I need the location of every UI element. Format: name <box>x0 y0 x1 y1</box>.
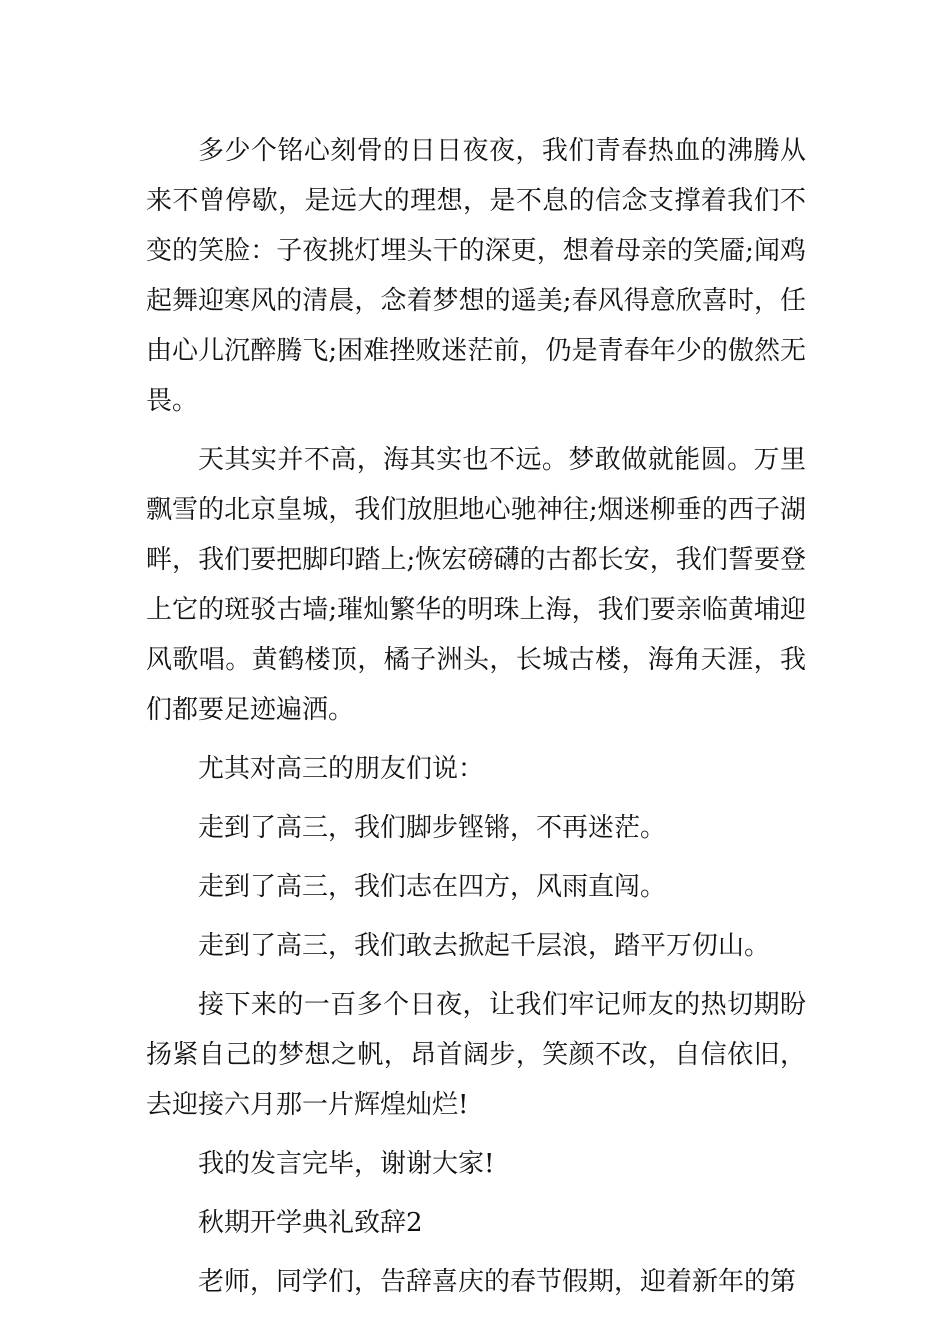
paragraph-senior-line-2: 走到了高三，我们志在四方，风雨直闯。 <box>198 872 667 902</box>
paragraph-senior-address: 尤其对高三的朋友们说： <box>198 754 485 784</box>
paragraph-second-speech-opening: 老师，同学们，告辞喜庆的春节假期，迎着新年的第 <box>198 1267 797 1297</box>
paragraph-closing-thanks: 我的发言完毕，谢谢大家! <box>198 1149 495 1179</box>
paragraph-senior-line-1: 走到了高三，我们脚步铿锵，不再迷茫。 <box>198 813 667 843</box>
document-page <box>146 126 806 1307</box>
paragraph-dreams-travel: 天其实并不高，海其实也不远。梦敢做就能圆。万里飘雪的北京皇城，我们放胆地心驰神往;烟迷柳垂的西子湖畔，我们要把脚印踏上;恢宏磅礴的古都长安，我们誓要登上它的斑驳古墙;璀灿繁华的明珠上海，我们要亲临黄埔迎风歌唱。黄鹤楼顶，橘子洲头，长城古楼，海角天涯，我们都要足迹遍洒。 <box>146 445 806 725</box>
paragraph-youth-passion: 多少个铭心刻骨的日日夜夜，我们青春热血的沸腾从来不曾停歇，是远大的理想，是不息的信念支撑着我们不变的笑脸：子夜挑灯埋头干的深更，想着母亲的笑靥;闻鸡起舞迎寒风的清晨，念着梦想的遥美;春风得意欣喜时，任由心儿沉醉腾飞;困难挫败迷茫前，仍是青春年少的傲然无畏。 <box>146 136 806 416</box>
section-title: 秋期开学典礼致辞2 <box>198 1208 423 1238</box>
paragraph-senior-line-3: 走到了高三，我们敢去掀起千层浪，踏平万仞山。 <box>198 931 771 961</box>
paragraph-next-hundred-days: 接下来的一百多个日夜，让我们牢记师友的热切期盼扬紧自己的梦想之帆，昂首阔步，笑颜不改，自信依旧，去迎接六月那一片辉煌灿烂! <box>146 990 806 1120</box>
